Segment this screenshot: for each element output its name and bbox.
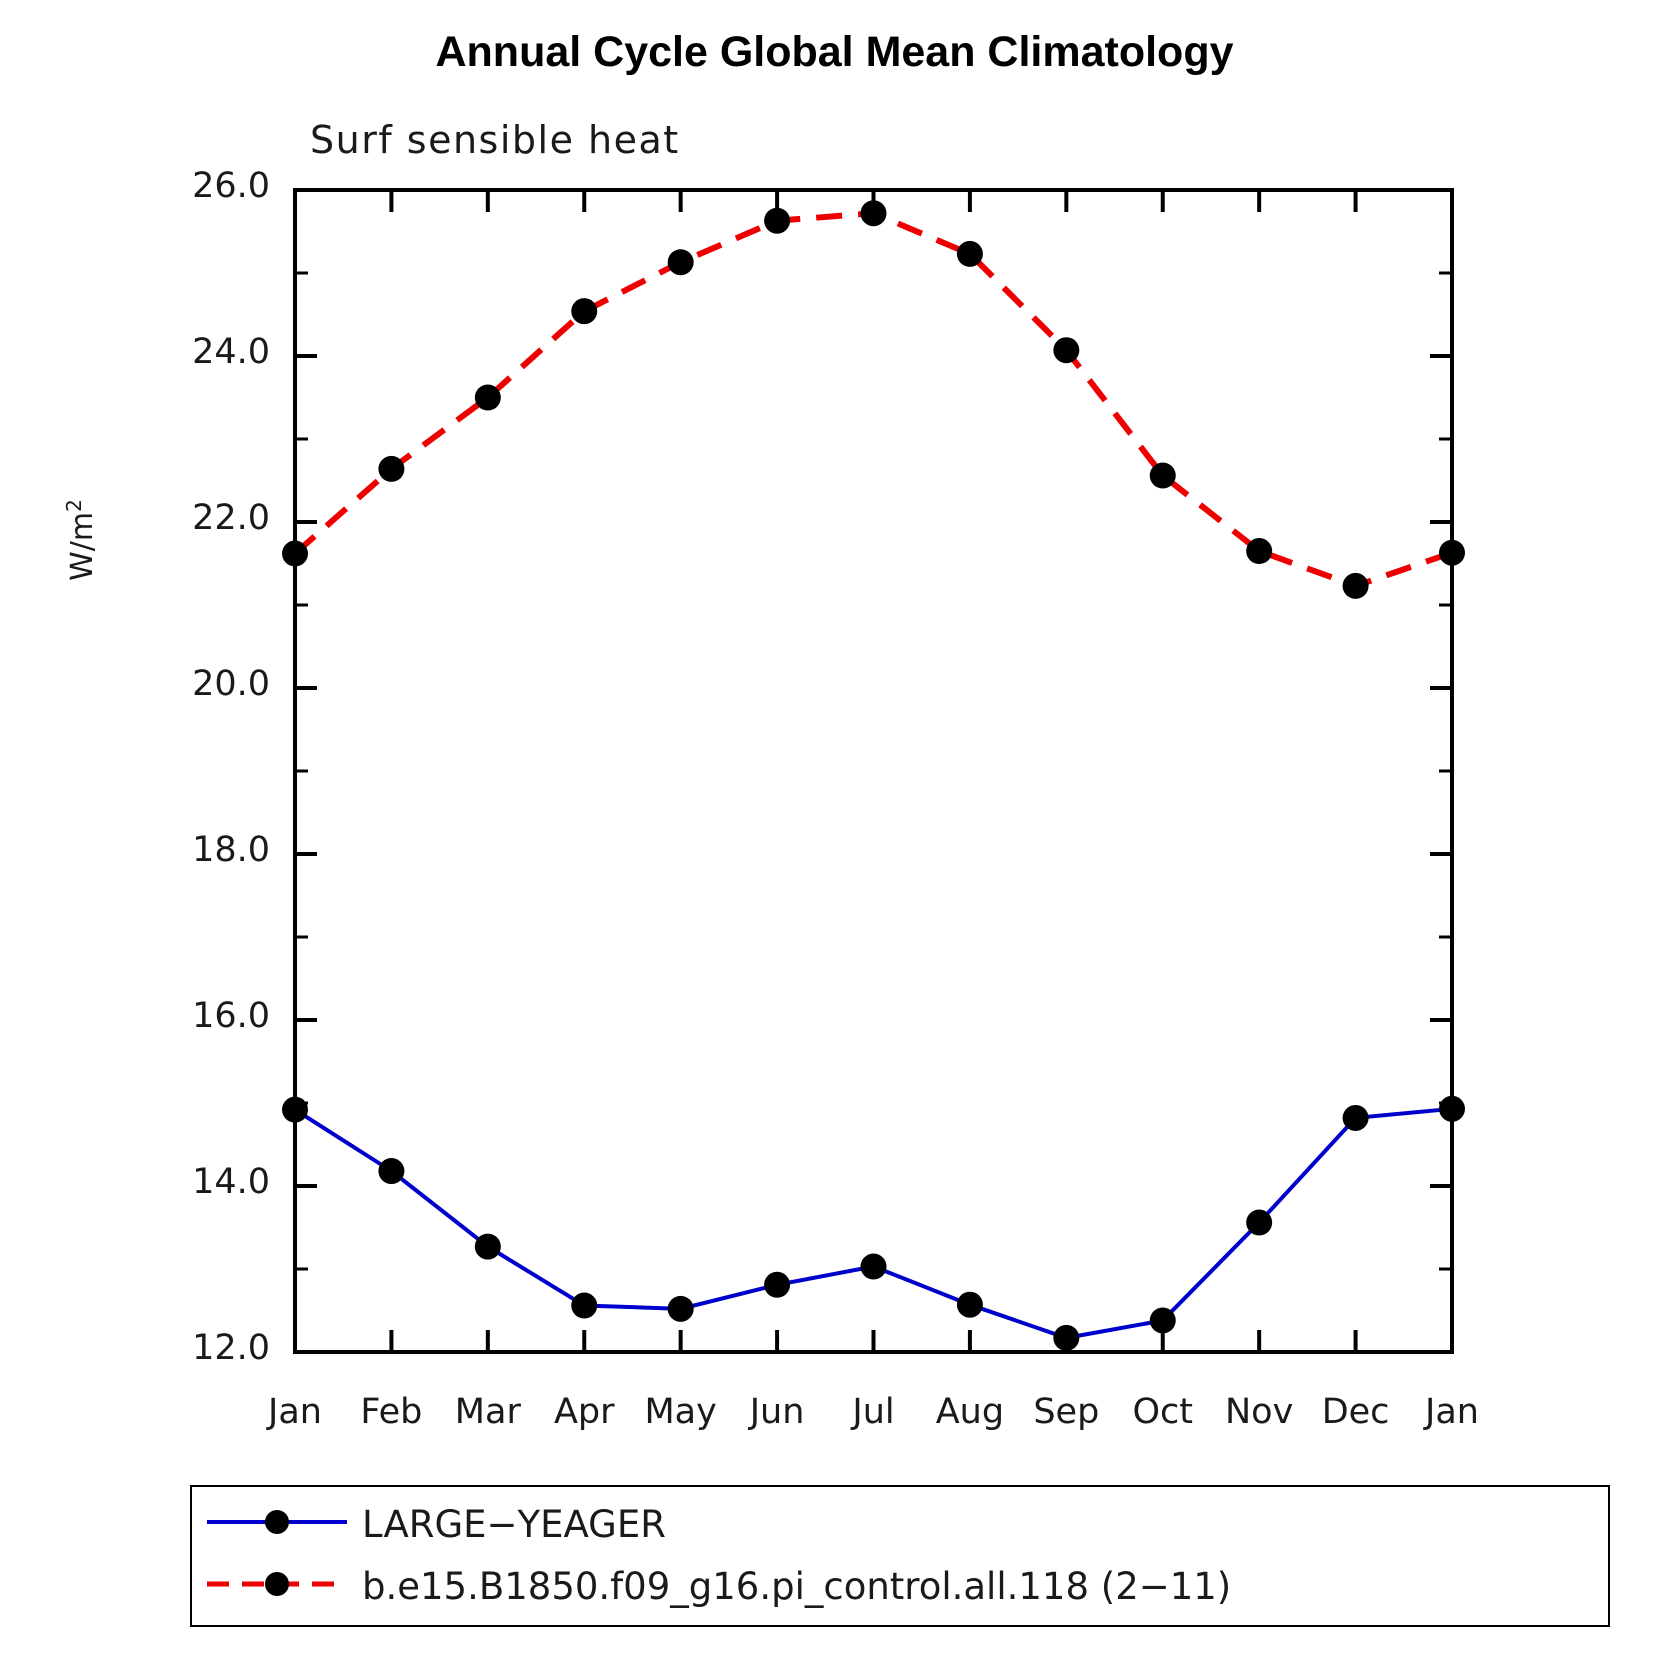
y-tick-label: 14.0 xyxy=(192,1162,270,1202)
x-tick-label: Nov xyxy=(1225,1392,1294,1432)
x-tick-label: Jun xyxy=(749,1392,805,1432)
x-tick-label: May xyxy=(644,1392,717,1432)
legend-item-0 xyxy=(192,1499,1608,1559)
legend-swatch-1 xyxy=(202,1561,352,1607)
x-tick-label: Aug xyxy=(935,1392,1005,1432)
y-tick-label: 26.0 xyxy=(192,166,270,206)
x-tick-label: Feb xyxy=(360,1392,423,1432)
legend-label-0: LARGE−YEAGER xyxy=(362,1503,666,1546)
x-tick-label: Jan xyxy=(268,1392,322,1432)
legend-label-1: b.e15.B1850.f09_g16.pi_control.all.118 (2−11) xyxy=(362,1565,1232,1608)
y-tick-label: 22.0 xyxy=(192,498,270,538)
y-tick-label: 12.0 xyxy=(192,1328,270,1368)
y-axis-label-exponent: 2 xyxy=(62,499,86,512)
x-tick-label: Oct xyxy=(1132,1392,1193,1432)
y-tick-label: 18.0 xyxy=(192,830,270,870)
chart-title: Annual Cycle Global Mean Climatology xyxy=(435,28,1234,76)
legend-swatch-0 xyxy=(202,1499,352,1545)
legend-item-1 xyxy=(192,1561,1608,1621)
x-tick-label: Apr xyxy=(553,1392,615,1432)
x-tick-label: Dec xyxy=(1321,1392,1390,1432)
y-axis-label-text: W/m xyxy=(65,511,100,581)
chart-subtitle: Surf sensible heat xyxy=(310,118,680,162)
y-tick-label: 16.0 xyxy=(192,996,270,1036)
y-tick-label: 24.0 xyxy=(192,332,270,372)
x-tick-label: Jan xyxy=(1425,1392,1479,1432)
x-tick-label: Sep xyxy=(1033,1392,1100,1432)
legend xyxy=(190,1485,1610,1627)
x-tick-label: Jul xyxy=(852,1392,895,1432)
y-tick-label: 20.0 xyxy=(192,664,270,704)
x-tick-label: Mar xyxy=(454,1392,521,1432)
